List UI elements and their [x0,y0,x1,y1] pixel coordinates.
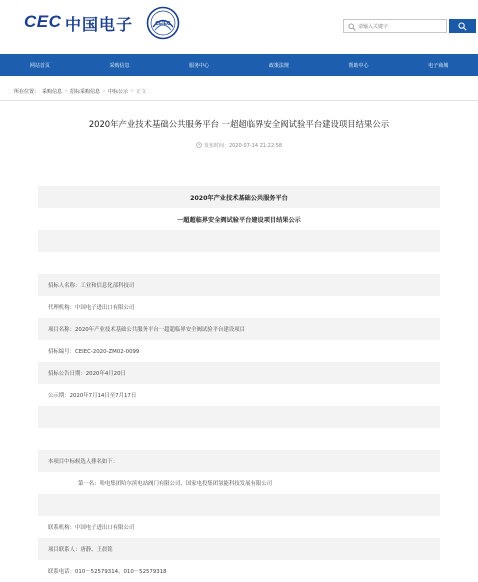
logo-cec[interactable]: CEC [24,12,62,31]
notice-project-name: 项目名称：2020年产业技术基础公共服务平台一超超临界安全阀试验平台建设项目 [38,318,440,340]
nav-mall[interactable]: 电子商城 [428,62,449,69]
notice-contact-phone: 联系电话：010－52579314、010－52579318 [38,560,440,582]
notice-table [38,164,440,582]
notice-row-spacer [38,252,440,274]
publish-time-text: 发布时间：2020-07-14 21:22:58 [203,143,283,149]
search-input[interactable] [358,21,444,32]
notice-row-spacer [38,230,440,252]
ceiec-emblem-icon [146,6,180,40]
main-nav [0,54,478,76]
breadcrumb-current: 正文 [136,88,147,95]
breadcrumb-separator: › [65,88,68,94]
notice-publicity-period: 公示期：2020年7月14日至7月17日 [38,384,440,406]
search-button-icon [458,22,467,31]
site-header [0,0,478,46]
breadcrumb [14,86,149,96]
breadcrumb-divider [0,100,478,101]
notice-row-spacer [38,164,440,186]
search-button[interactable] [449,19,476,33]
notice-agency: 代理机构：中国电子进出口有限公司 [38,296,440,318]
notice-winner-intro: 本项目中标候选人排名如下： [38,450,440,472]
nav-procurement[interactable]: 采购信息 [109,62,130,69]
nav-help[interactable]: 帮助中心 [348,62,369,69]
notice-tender-no: 招标编号：CEIEC-2020-ZM02-0099 [38,340,440,362]
notice-heading-1: 2020年产业技术基础公共服务平台 [38,186,440,208]
clock-icon [196,142,202,148]
breadcrumb-tender[interactable]: 招标采购信息 [70,88,101,95]
article-title: 2020年产业技术基础公共服务平台 一超超临界安全阀试验平台建设项目结果公示 [88,119,390,129]
logo-cn[interactable]: 中国电子 [65,15,134,34]
publish-time [0,142,478,149]
breadcrumb-award[interactable]: 中标公示 [108,88,129,95]
breadcrumb-separator: › [103,88,106,94]
emblem-text: CEIEC [155,21,171,27]
breadcrumb-separator: › [131,88,134,94]
search-icon [348,23,356,31]
notice-winner-first: 第一名：哈电集团哈尔滨电站阀门有限公司、国家电投集团氢能科技发展有限公司 [38,472,440,494]
notice-row-spacer [38,494,440,516]
breadcrumb-procurement[interactable]: 采购信息 [42,88,63,95]
notice-contact-person: 项目联系人：唐静、王晨铭 [38,538,440,560]
nav-home[interactable]: 网站首页 [29,62,50,69]
notice-contact-org: 联系机构：中国电子进出口有限公司 [38,516,440,538]
notice-row-spacer [38,406,440,428]
nav-service[interactable]: 服务中心 [189,62,210,69]
nav-policy[interactable]: 政策法规 [268,62,289,69]
search-box[interactable] [343,19,447,33]
notice-tenderer: 招标人名称：工业和信息化部科技司 [38,274,440,296]
notice-heading-2: 一超超临界安全阀试验平台建设项目结果公示 [38,208,440,230]
notice-row-spacer [38,428,440,450]
breadcrumb-label: 所在位置： [14,88,40,95]
notice-date: 招标公告日期：2020年4月20日 [38,362,440,384]
